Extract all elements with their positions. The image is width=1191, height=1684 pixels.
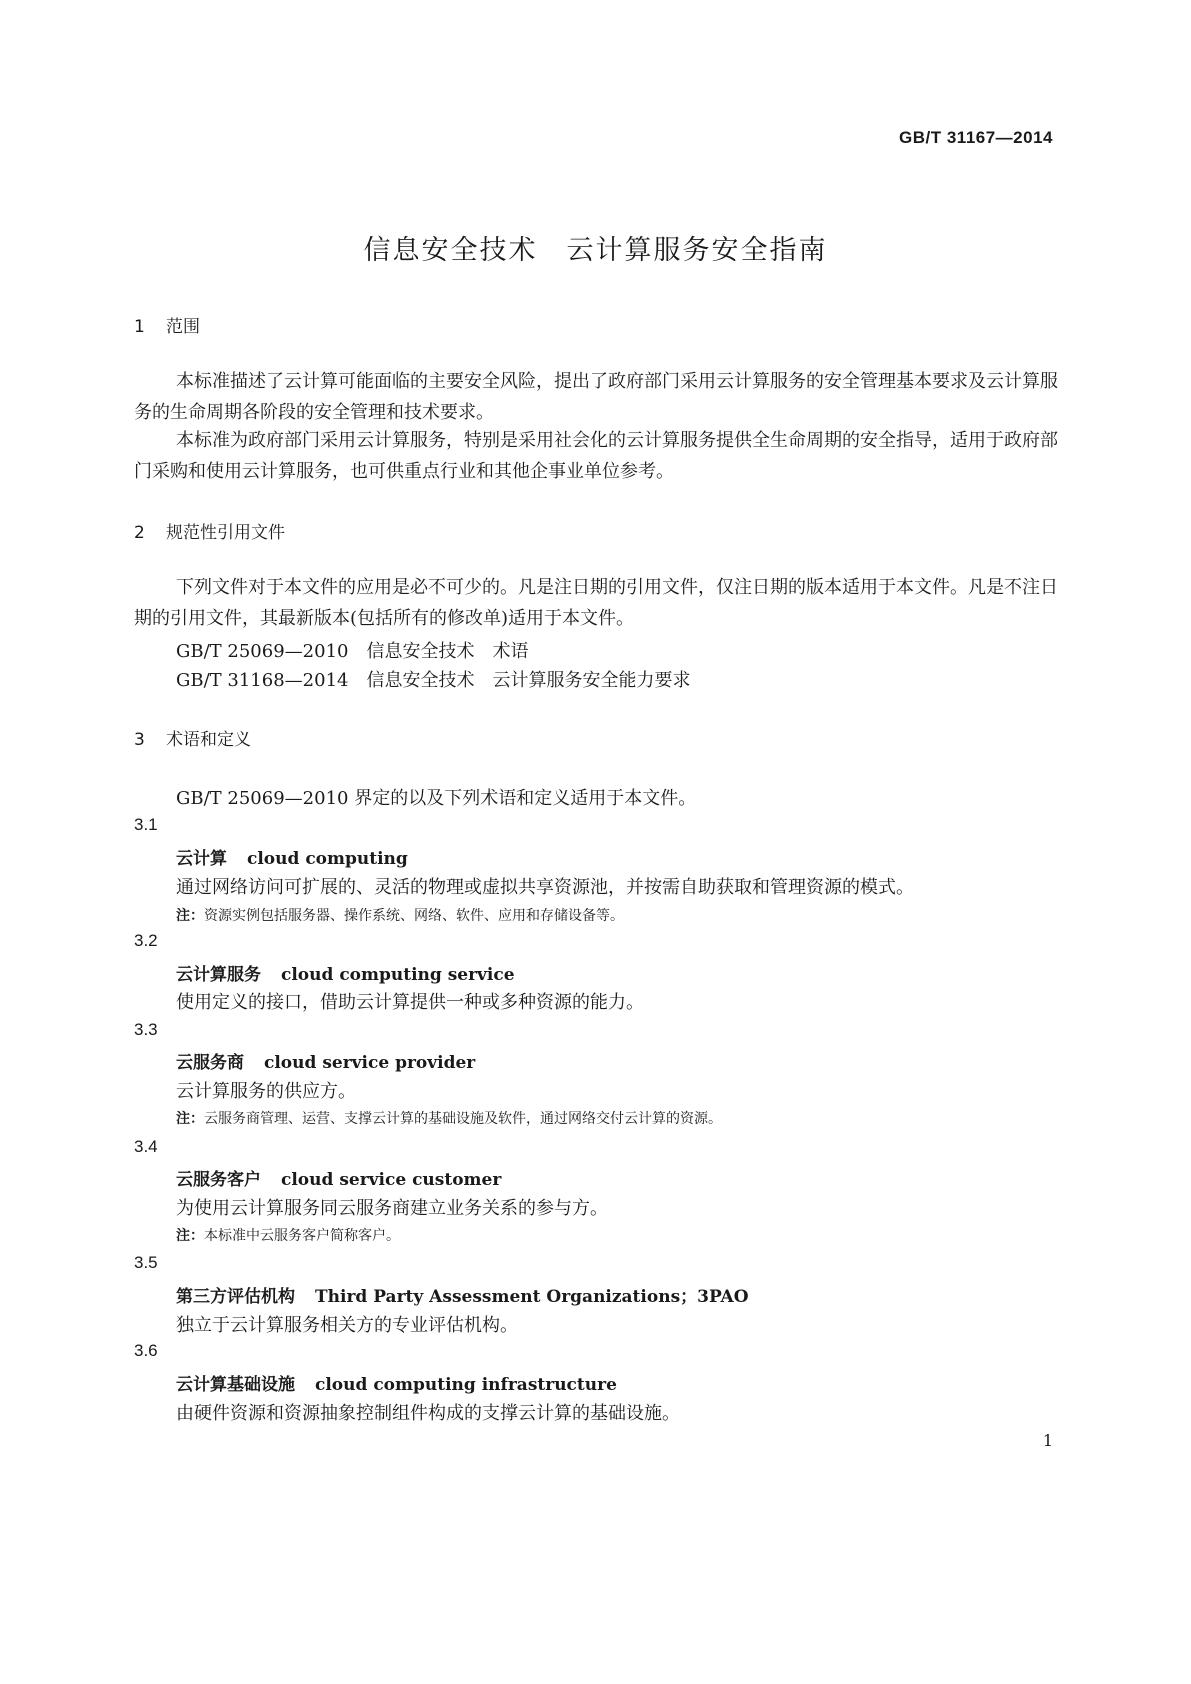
normative-reference: GB/T 31168—2014 信息安全技术 云计算服务安全能力要求 bbox=[176, 670, 691, 691]
section-title: 范围 bbox=[166, 317, 200, 337]
clause-number: 3.3 bbox=[134, 1020, 158, 1039]
term-en: cloud computing bbox=[247, 849, 408, 869]
term-zh: 第三方评估机构 bbox=[176, 1287, 295, 1307]
normative-reference: GB/T 25069—2010 信息安全技术 术语 bbox=[176, 641, 529, 662]
note-text: 本标准中云服务客户简称客户。 bbox=[204, 1228, 400, 1244]
standard-code: GB/T 31167—2014 bbox=[899, 128, 1053, 147]
note-label: 注： bbox=[176, 1111, 204, 1127]
note-text: 资源实例包括服务器、操作系统、网络、软件、应用和存储设备等。 bbox=[204, 908, 624, 924]
term-zh: 云服务商 bbox=[176, 1053, 244, 1073]
term-en: cloud service provider bbox=[264, 1053, 476, 1073]
term-entry bbox=[176, 1048, 475, 1073]
term-note bbox=[176, 1225, 400, 1245]
term-zh: 云计算服务 bbox=[176, 965, 261, 985]
term-en: cloud computing infrastructure bbox=[315, 1375, 617, 1395]
clause-number: 3.4 bbox=[134, 1137, 158, 1156]
page-number: 1 bbox=[1042, 1431, 1053, 1450]
term-definition: 通过网络访问可扩展的、灵活的物理或虚拟共享资源池，并按需自助获取和管理资源的模式。 bbox=[176, 877, 914, 898]
clause-number: 3.6 bbox=[134, 1341, 158, 1360]
section-number: 2 bbox=[134, 523, 145, 543]
term-note bbox=[176, 905, 624, 925]
document-title: 信息安全技术 云计算服务安全指南 bbox=[363, 235, 828, 266]
paragraph: GB/T 25069—2010 界定的以及下列术语和定义适用于本文件。 bbox=[176, 788, 697, 809]
clause-number: 3.1 bbox=[134, 815, 158, 834]
term-entry bbox=[176, 1282, 749, 1307]
term-entry bbox=[176, 1370, 617, 1395]
section-title: 规范性引用文件 bbox=[166, 523, 285, 543]
clause-number: 3.5 bbox=[134, 1253, 158, 1272]
section-title: 术语和定义 bbox=[166, 730, 251, 750]
paragraph: 下列文件对于本文件的应用是必不可少的。凡是注日期的引用文件，仅注日期的版本适用于本文件。凡是不注日期的引用文件，其最新版本(包括所有的修改单)适用于本文件。 bbox=[134, 577, 1058, 629]
term-note bbox=[176, 1108, 722, 1128]
term-en: cloud service customer bbox=[281, 1170, 502, 1190]
term-zh: 云服务客户 bbox=[176, 1170, 261, 1190]
clause-number: 3.2 bbox=[134, 931, 158, 950]
section-heading-1 bbox=[134, 312, 200, 337]
section-number: 3 bbox=[134, 730, 145, 750]
section-number: 1 bbox=[134, 317, 145, 337]
term-definition: 云计算服务的供应方。 bbox=[176, 1081, 356, 1102]
term-definition: 独立于云计算服务相关方的专业评估机构。 bbox=[176, 1315, 518, 1336]
paragraph: 本标准描述了云计算可能面临的主要安全风险，提出了政府部门采用云计算服务的安全管理基本要求及云计算服务的生命周期各阶段的安全管理和技术要求。 bbox=[134, 371, 1058, 423]
section-heading-2 bbox=[134, 518, 285, 543]
term-definition: 由硬件资源和资源抽象控制组件构成的支撑云计算的基础设施。 bbox=[176, 1403, 680, 1424]
note-label: 注： bbox=[176, 908, 204, 924]
term-en: cloud computing service bbox=[281, 965, 515, 985]
term-entry bbox=[176, 1165, 501, 1190]
term-zh: 云计算 bbox=[176, 849, 227, 869]
term-entry bbox=[176, 960, 515, 985]
paragraph: 本标准为政府部门采用云计算服务，特别是采用社会化的云计算服务提供全生命周期的安全指导，适用于政府部门采购和使用云计算服务，也可供重点行业和其他企事业单位参考。 bbox=[134, 430, 1058, 482]
term-entry bbox=[176, 844, 408, 869]
note-label: 注： bbox=[176, 1228, 204, 1244]
section-heading-3 bbox=[134, 725, 251, 750]
note-text: 云服务商管理、运营、支撑云计算的基础设施及软件，通过网络交付云计算的资源。 bbox=[204, 1111, 722, 1127]
term-en: Third Party Assessment Organizations；3PAO bbox=[315, 1287, 749, 1307]
term-definition: 为使用云计算服务同云服务商建立业务关系的参与方。 bbox=[176, 1198, 608, 1219]
term-zh: 云计算基础设施 bbox=[176, 1375, 295, 1395]
term-definition: 使用定义的接口，借助云计算提供一种或多种资源的能力。 bbox=[176, 992, 644, 1013]
